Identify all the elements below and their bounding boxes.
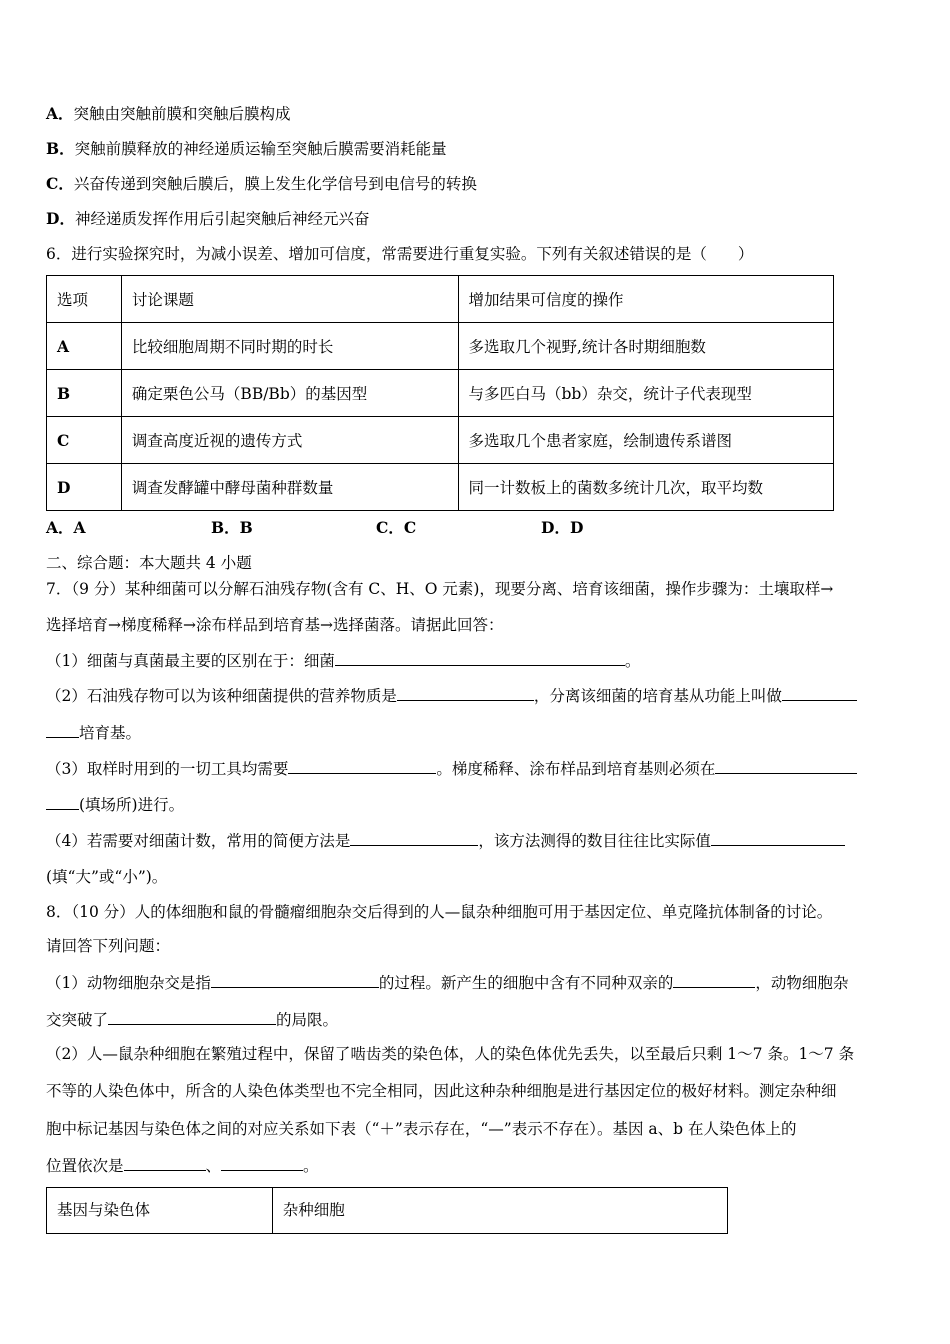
q8-part2-line1: （2）人—鼠杂种细胞在繁殖过程中，保留了啮齿类的染色体，人的染色体优先丢失，以至最后只剩 1～7 条。1～7 条	[46, 1045, 855, 1063]
q5-option-d: D．神经递质发挥作用后引起突触后神经元兴奋	[46, 209, 370, 228]
answer-blank[interactable]	[350, 830, 478, 846]
q8-stem-line1: 8．（10 分）人的体细胞和鼠的骨髓瘤细胞杂交后得到的人—鼠杂种细胞可用于基因定位、单克隆抗体制备的讨论。	[46, 903, 833, 921]
answer-blank[interactable]	[782, 685, 857, 701]
q7-part4: （4）若需要对细菌计数，常用的简便方法是 ，该方法测得的数目往往比实际值	[46, 830, 845, 851]
q8-stem-line2: 请回答下列问题：	[46, 937, 171, 955]
table-cell: B	[47, 370, 122, 417]
answer-blank[interactable]	[711, 830, 845, 846]
q7-part3: （3）取样时用到的一切工具均需要 。梯度稀释、涂布样品到培育基则必须在	[46, 758, 857, 779]
answer-blank[interactable]	[673, 972, 755, 988]
table-row	[47, 323, 834, 370]
answer-blank[interactable]	[46, 722, 79, 738]
q5-option-a: A．突触由突触前膜和突触后膜构成	[46, 104, 291, 123]
table-header: 讨论课题	[121, 276, 458, 323]
q8-part1: （1）动物细胞杂交是指 的过程。新产生的细胞中含有不同种双亲的 ，动物细胞杂	[46, 974, 849, 992]
q6-choice-c: C．C	[376, 518, 417, 537]
q8-part1-cont: 交突破了 的局限。	[46, 1011, 339, 1029]
answer-blank[interactable]	[715, 758, 857, 774]
q6-choice-d: D．D	[541, 518, 584, 537]
q7-part3-cont: (填场所)进行。	[46, 794, 184, 815]
table-cell: 确定栗色公马（BB/Bb）的基因型	[121, 370, 458, 417]
table-header: 增加结果可信度的操作	[458, 276, 834, 323]
table-cell: 多选取几个视野,统计各时期细胞数	[458, 323, 834, 370]
q6-choice-b: B．B	[211, 518, 253, 537]
answer-blank[interactable]	[46, 794, 79, 810]
answer-blank[interactable]	[221, 1155, 303, 1171]
q6-table	[46, 275, 834, 511]
table-header: 选项	[47, 276, 122, 323]
q6-stem: 6．进行实验探究时，为减小误差、增加可信度，常需要进行重复实验。下列有关叙述错误的是（ ）	[46, 245, 754, 263]
q7-part2: （2）石油残存物可以为该种细菌提供的营养物质是 ，分离该细菌的培育基从功能上叫做	[46, 685, 857, 706]
table-header: 杂种细胞	[272, 1188, 727, 1234]
answer-blank[interactable]	[288, 758, 436, 774]
table-row	[47, 417, 834, 464]
q8-part2-line2: 不等的人染色体中，所含的人染色体类型也不完全相同，因此这种杂种细胞是进行基因定位的极好材料。测定杂种细	[46, 1082, 837, 1100]
table-cell: 与多匹白马（bb）杂交，统计子代表现型	[458, 370, 834, 417]
table-header: 基因与染色体	[47, 1188, 273, 1234]
table-cell: 同一计数板上的菌数多统计几次，取平均数	[458, 464, 834, 511]
answer-blank[interactable]	[211, 972, 379, 988]
table-cell: 多选取几个患者家庭，绘制遗传系谱图	[458, 417, 834, 464]
q8-part2-line4: 位置依次是 、 。	[46, 1157, 319, 1175]
table-row	[47, 464, 834, 511]
table-cell: 调查高度近视的遗传方式	[121, 417, 458, 464]
answer-blank[interactable]	[397, 685, 534, 701]
table-header-row	[47, 1188, 728, 1234]
table-header-row	[47, 276, 834, 323]
q7-part1: （1）细菌与真菌最主要的区别在于：细菌 。	[46, 652, 641, 670]
table-row	[47, 370, 834, 417]
answer-blank[interactable]	[335, 650, 625, 666]
q7-stem-line2: 选择培育→梯度稀释→涂布样品到培育基→选择菌落。请据此回答：	[46, 616, 504, 634]
q8-table	[46, 1187, 728, 1234]
table-cell: 调查发酵罐中酵母菌种群数量	[121, 464, 458, 511]
q7-part2-cont: 培育基。	[46, 722, 141, 743]
answer-blank[interactable]	[108, 1009, 276, 1025]
q8-part2-line3: 胞中标记基因与染色体之间的对应关系如下表（“＋”表示存在，“—”表示不存在）。基因 a、b 在人染色体上的	[46, 1120, 797, 1138]
q5-option-b: B．突触前膜释放的神经递质运输至突触后膜需要消耗能量	[46, 139, 447, 158]
section-heading: 二、综合题：本大题共 4 小题	[46, 554, 252, 572]
q6-choices	[46, 518, 583, 538]
q5-option-c: C．兴奋传递到突触后膜后，膜上发生化学信号到电信号的转换	[46, 174, 477, 193]
table-cell: C	[47, 417, 122, 464]
answer-blank[interactable]	[124, 1155, 206, 1171]
table-cell: A	[47, 323, 122, 370]
q7-stem-line1: 7．（9 分）某种细菌可以分解石油残存物(含有 C、H、O 元素)，现要分离、培育该细菌，操作步骤为：土壤取样→	[46, 580, 834, 598]
q6-choice-a: A．A	[46, 518, 86, 537]
table-cell: D	[47, 464, 122, 511]
q7-part4-cont: (填“大”或“小”)。	[46, 868, 168, 886]
table-cell: 比较细胞周期不同时期的时长	[121, 323, 458, 370]
